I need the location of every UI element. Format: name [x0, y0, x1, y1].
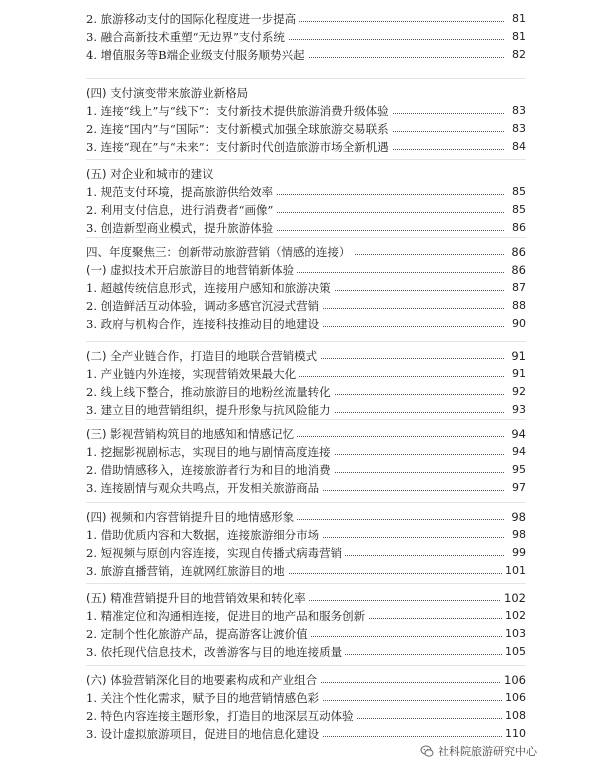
- toc-section: [86, 671, 526, 743]
- toc-entry: [86, 219, 526, 237]
- toc-section: [86, 589, 526, 661]
- page-number: 95: [509, 461, 526, 479]
- section-divider: [86, 419, 526, 420]
- toc-entry: [86, 28, 526, 46]
- page-number: 85: [509, 183, 526, 201]
- toc-entry-title: 2. 旅游移动支付的国际化程度进一步提高: [86, 10, 299, 28]
- toc-entry: [86, 607, 526, 625]
- toc-heading: [86, 261, 526, 279]
- toc-entry: [86, 315, 526, 333]
- toc-entry: [86, 102, 526, 120]
- page-number: 97: [509, 479, 526, 497]
- toc-section: [86, 425, 526, 497]
- page-number: 91: [508, 347, 526, 365]
- toc-entry-title: (五) 精准营销提升目的地营销效果和转化率: [86, 589, 309, 607]
- toc-entry-title: 3. 建立目的地营销组织，提升形象与抗风险能力: [86, 401, 334, 419]
- toc-entry: [86, 443, 526, 461]
- page-number: 86: [508, 261, 526, 279]
- toc-heading: [86, 84, 526, 102]
- toc-entry-title: 1. 借助优质内容和大数据，连接旅游细分市场: [86, 526, 322, 544]
- wechat-icon: [420, 744, 434, 758]
- toc-entry-title: 3. 连接剧情与观众共鸣点，开发相关旅游商品: [86, 479, 322, 497]
- page-number: 94: [508, 425, 526, 443]
- toc-entry: [86, 461, 526, 479]
- toc-section: [86, 347, 526, 419]
- toc-entry: [86, 138, 526, 156]
- toc-entry-title: 4. 增值服务等B端企业级支付服务顺势兴起: [86, 46, 308, 64]
- toc-entry: [86, 183, 526, 201]
- toc-entry-title: (四) 支付演变带来旅游业新格局: [86, 84, 251, 102]
- toc-entry-title: 2. 特色内容连接主题形象，打造目的地深层互动体验: [86, 707, 357, 725]
- page-number: 102: [501, 589, 526, 607]
- toc-heading: [86, 671, 526, 689]
- section-divider: [86, 502, 526, 503]
- page-number: 91: [509, 365, 526, 383]
- page-number: 83: [509, 102, 526, 120]
- toc-entry: [86, 625, 526, 643]
- toc-entry: [86, 201, 526, 219]
- watermark: [417, 742, 540, 760]
- toc-heading: [86, 425, 526, 443]
- toc-section: [86, 10, 526, 64]
- toc-entry-title: (一) 虚拟技术开启旅游目的地营销新体验: [86, 261, 297, 279]
- page-number: 85: [509, 201, 526, 219]
- page-number: 84: [509, 138, 526, 156]
- toc-entry: [86, 479, 526, 497]
- toc-entry: [86, 526, 526, 544]
- page-number: 92: [509, 383, 526, 401]
- toc-entry: [86, 279, 526, 297]
- page-number: 88: [509, 297, 526, 315]
- page-number: 108: [502, 707, 526, 725]
- toc-entry-title: 2. 短视频与原创内容连接，实现自传播式病毒营销: [86, 544, 345, 562]
- page-number: 86: [509, 219, 526, 237]
- toc-entry-title: 1. 连接“线上”与“线下”：支付新技术提供旅游消费升级体验: [86, 102, 392, 120]
- toc-entry: [86, 297, 526, 315]
- toc-entry-title: 1. 关注个性化需求，赋予目的地营销情感色彩: [86, 689, 322, 707]
- toc-entry-title: 1. 精准定位和沟通相连接，促进目的地产品和服务创新: [86, 607, 368, 625]
- page-number: 82: [509, 46, 526, 64]
- toc-entry: [86, 562, 526, 580]
- toc-entry-title: 1. 挖掘影视剧标志，实现目的地与剧情高度连接: [86, 443, 334, 461]
- section-divider: [86, 341, 526, 342]
- page-number: 106: [502, 689, 526, 707]
- page-number: 87: [509, 279, 526, 297]
- page-number: 105: [502, 643, 526, 661]
- toc-entry-title: 2. 借助情感移入，连接旅游者行为和目的地消费: [86, 461, 334, 479]
- watermark-text: 社科院旅游研究中心: [438, 745, 537, 758]
- toc-entry: [86, 120, 526, 138]
- section-divider: [86, 237, 526, 238]
- toc-entry-title: 3. 设计虚拟旅游项目，促进目的地信息化建设: [86, 725, 322, 743]
- page-number: 102: [502, 607, 526, 625]
- toc-entry-title: 3. 连接“现在”与“未来”：支付新时代创造旅游市场全新机遇: [86, 138, 392, 156]
- toc-entry-title: 1. 超越传统信息形式，连接用户感知和旅游决策: [86, 279, 334, 297]
- toc-section: [86, 508, 526, 580]
- toc-entry-title: 1. 产业链内外连接，实现营销效果最大化: [86, 365, 299, 383]
- page-number: 98: [509, 526, 526, 544]
- toc-entry-title: 2. 连接“国内”与“国际”：支付新模式加强全球旅游交易联系: [86, 120, 392, 138]
- toc-entry-title: 四、年度聚焦三：创新带动旅游营销（情感的连接）: [86, 243, 354, 261]
- toc-entry: [86, 10, 526, 28]
- toc-entry: [86, 46, 526, 64]
- toc-heading: [86, 243, 526, 261]
- page-number: 93: [509, 401, 526, 419]
- toc-entry-title: 2. 利用支付信息，进行消费者“画像”: [86, 201, 276, 219]
- toc-entry-title: 3. 融合高新技术重塑“无边界”支付系统: [86, 28, 288, 46]
- toc-entry: [86, 707, 526, 725]
- toc-entry: [86, 544, 526, 562]
- toc-entry-title: 1. 规范支付环境，提高旅游供给效率: [86, 183, 276, 201]
- toc-entry-title: (四) 视频和内容营销提升目的地情感形象: [86, 508, 297, 526]
- toc-entry-title: 2. 创造鲜活互动体验，调动多感官沉浸式营销: [86, 297, 322, 315]
- toc-entry-title: (二) 全产业链合作，打造目的地联合营销模式: [86, 347, 320, 365]
- page-number: 81: [509, 10, 526, 28]
- page-number: 103: [502, 625, 526, 643]
- page-number: 101: [502, 562, 526, 580]
- toc-section: [86, 243, 526, 333]
- toc-section: [86, 165, 526, 237]
- toc-section: [86, 84, 526, 156]
- toc-entry-title: 3. 依托现代信息技术，改善游客与目的地连接质量: [86, 643, 345, 661]
- toc-entry-title: 3. 旅游直播营销，连就网红旅游目的地: [86, 562, 288, 580]
- section-divider: [86, 159, 526, 160]
- toc-heading: [86, 508, 526, 526]
- toc-entry-title: (五) 对企业和城市的建议: [86, 165, 217, 183]
- page-number: 81: [509, 28, 526, 46]
- toc-heading: [86, 589, 526, 607]
- page-number: 83: [509, 120, 526, 138]
- toc-entry-title: 3. 政府与机构合作，连接科技推动目的地建设: [86, 315, 322, 333]
- page-number: 106: [501, 671, 526, 689]
- toc-entry: [86, 643, 526, 661]
- section-divider: [86, 665, 526, 666]
- page-number: 90: [509, 315, 526, 333]
- toc-entry: [86, 383, 526, 401]
- toc-entry-title: (三) 影视营销构筑目的地感知和情感记忆: [86, 425, 297, 443]
- toc-entry-title: 3. 创造新型商业模式，提升旅游体验: [86, 219, 276, 237]
- page-number: 94: [509, 443, 526, 461]
- page-number: 99: [509, 544, 526, 562]
- toc-entry-title: 2. 线上线下整合，推动旅游目的地粉丝流量转化: [86, 383, 334, 401]
- section-divider: [86, 78, 526, 79]
- page-number: 110: [502, 725, 526, 743]
- toc-heading: [86, 165, 526, 183]
- page-number: 98: [508, 508, 526, 526]
- toc-entry: [86, 689, 526, 707]
- toc-heading: [86, 347, 526, 365]
- page-number: 86: [508, 243, 526, 261]
- section-divider: [86, 583, 526, 584]
- toc-entry: [86, 401, 526, 419]
- toc-entry: [86, 365, 526, 383]
- toc-entry-title: (六) 体验营销深化目的地要素构成和产业组合: [86, 671, 320, 689]
- toc-entry: [86, 725, 526, 743]
- toc-entry-title: 2. 定制个性化旅游产品，提高游客让渡价值: [86, 625, 311, 643]
